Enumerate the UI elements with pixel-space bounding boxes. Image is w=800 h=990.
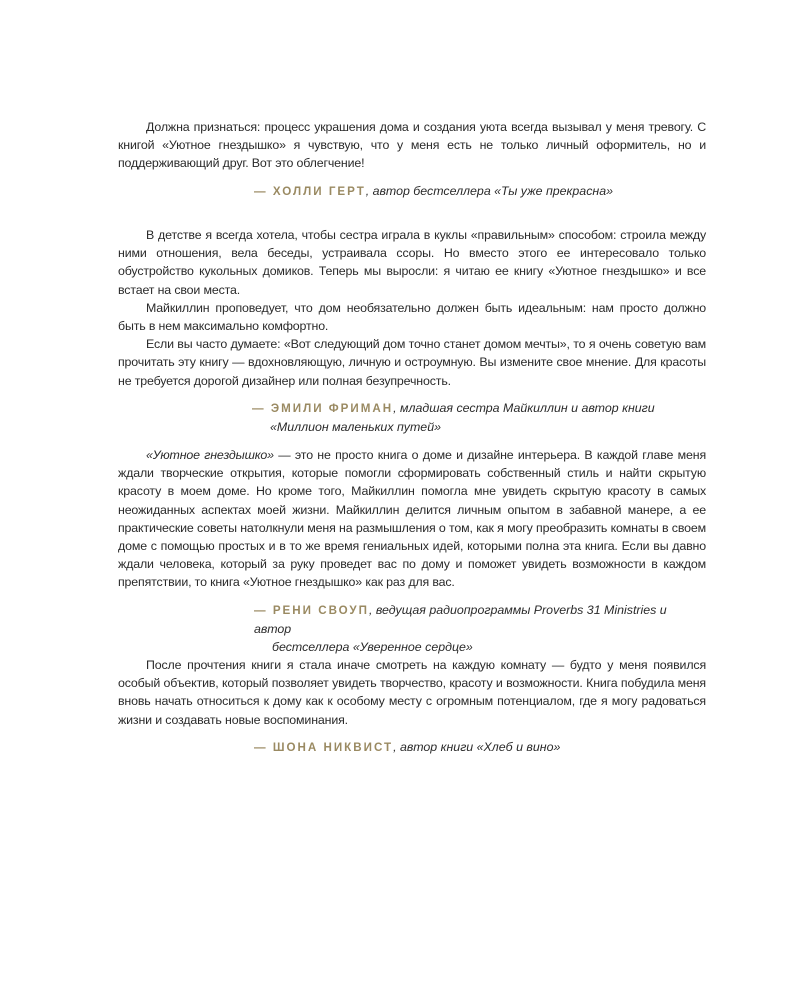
attribution-dash: — [254,603,273,617]
author-role: , ведущая радиопрограммы Proverbs 31 Ministries и автор [254,602,667,636]
testimonial-attribution [118,601,706,657]
testimonial-attribution [118,182,706,201]
testimonial-shauna [118,656,706,757]
author-name: ХОЛЛИ ГЕРТ [272,184,366,198]
testimonial-text: Если вы часто думаете: «Вот следующий дом точно станет домом мечты», то я очень советую вам прочитать эту книгу — вдохновляющую, личную и остроумную. Вы измените свое мнение. Для красоты не требуется дорогой дизайнер или полная безупречность. [118,337,706,388]
testimonial-text [118,446,706,592]
author-role: , автор книги «Хлеб и вино» [393,739,561,754]
author-role-continued: «Миллион маленьких путей» [270,420,441,435]
testimonial-text: Должна признаться: процесс украшения дома и создания уюта всегда вызывал у меня тревогу. С книгой «Уютное гнездышко» я чувствую, что у меня есть не только личный оформитель, но и поддерживающий друг. Вот это облегчение! [118,120,706,171]
author-name: ЭМИЛИ ФРИМАН [270,401,394,415]
testimonial-holly [118,118,706,201]
testimonial-text: В детстве я всегда хотела, чтобы сестра играла в куклы «правильным» способом: строила между ними отношения, вела беседы, устраивала ссоры. Но вместо этого ее интересовало только обустройство кукольных домиков. Теперь мы выросли: я читаю ее книгу «Уютное гнездышко» и все встает на свои места. [118,228,706,297]
author-name: ШОНА НИКВИСТ [272,740,394,754]
testimonial-emily [118,226,706,436]
author-role: , младшая сестра Майкиллин и автор книги [393,400,655,415]
testimonial-attribution [118,738,706,757]
testimonial-body: — это не просто книга о доме и дизайне интерьера. В каждой главе меня ждали творческие открытия, которые помогли сформировать собственный стиль и найти скрытую красоту в моем доме. Но кроме того, Майкиллин помогла мне увидеть скрытую красоту в самых неожиданных аспектах моей жизни. Майкиллин делится личным опытом в забавной манере, а ее практические советы натолкнули меня на размышления о том, как я могу преобразить комнаты в своем доме с помощью простых и в то же время гениальных идей, которыми полна эта книга. Если вы давно ждали человека, который за руку проведет вас по дому и поможет увидеть возможности в каждом препятствии, то книга «Уютное гнездышко» как раз для вас. [118,448,706,590]
author-name: РЕНИ СВОУП [272,603,369,617]
book-title: «Уютное гнездышко» [146,448,274,462]
attribution-dash: — [254,740,273,754]
author-role: , автор бестселлера «Ты уже прекрасна» [365,183,613,198]
author-role-continued: бестселлера «Уверенное сердце» [272,640,473,655]
attribution-dash: — [252,401,271,415]
testimonial-attribution [118,399,706,436]
testimonial-text: Майкиллин проповедует, что дом необязательно должен быть идеальным: нам просто должно быть в нем максимально комфортно. [118,300,706,334]
attribution-dash: — [254,184,273,198]
testimonial-reni [118,446,706,656]
testimonial-text: После прочтения книги я стала иначе смотреть на каждую комнату — будто у меня появился особый объектив, который позволяет увидеть творчество, красоту и возможности. Книга побудила меня вновь начать относиться к дому как к особому месту с огромным потенциалом, где я могу радоваться жизни и создавать новые воспоминания. [118,658,706,727]
